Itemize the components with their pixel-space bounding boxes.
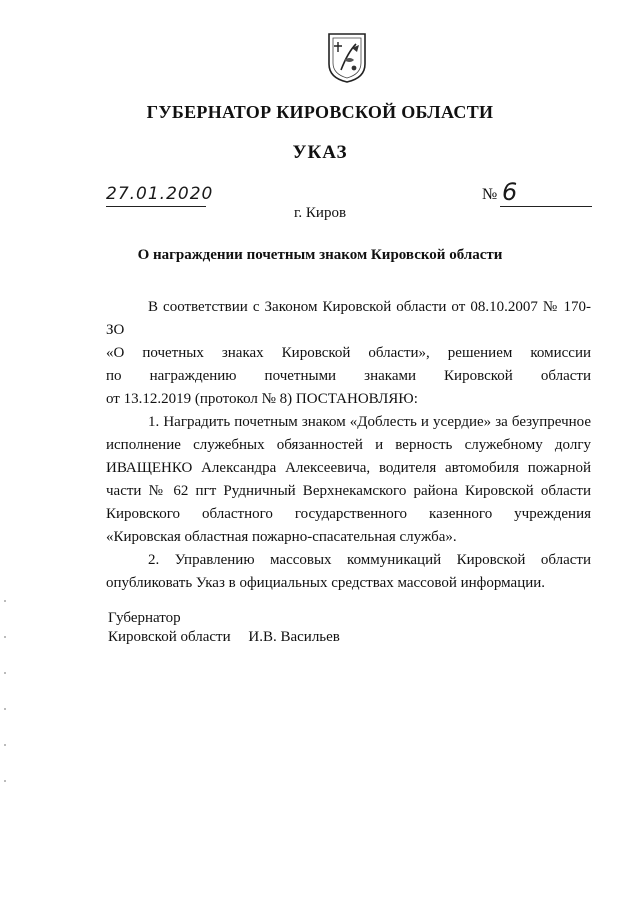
decree-subject: О награждении почетным знаком Кировской области xyxy=(137,247,503,263)
decree-body xyxy=(106,296,591,595)
city: г. Киров xyxy=(293,205,347,221)
preamble-line-4: от 13.12.2019 (протокол № 8) ПОСТАНОВЛЯЮ: xyxy=(106,391,418,407)
signatory-title-line-2: Кировской области xyxy=(108,629,231,645)
scan-margin-marks xyxy=(4,600,8,850)
number-label: № xyxy=(482,186,498,203)
decree-item-2: 2. Управлению массовых коммуникаций Кировской области опубликовать Указ в официальных средствах массовой информации. xyxy=(106,552,591,591)
preamble-line-2: «О почетных знаках Кировской области», решением комиссии xyxy=(106,345,591,361)
signature-block xyxy=(108,609,340,647)
decree-number: 6 xyxy=(502,178,518,206)
decree-item-1: 1. Наградить почетным знаком «Доблесть и усердие» за безупречное исполнение служебных обязанностей и верность служебному долгу ИВАЩЕНКО Александра Алексеевича, водителя автомобиля пожарной части № 62 пгт Рудничный Верхнекамского района Кировской области Кировского областного государственного казенного учреждения «Кировская областная пожарно-спасательная служба». xyxy=(106,414,591,545)
coat-of-arms-icon xyxy=(326,30,368,84)
document-type: УКАЗ xyxy=(292,142,348,163)
preamble-line-1: В соответствии с Законом Кировской области от 08.10.2007 № 170-ЗО xyxy=(106,299,591,338)
signatory-title-line-1: Губернатор xyxy=(108,610,181,626)
preamble-line-3: по награждению почетными знаками Кировской области xyxy=(106,368,591,384)
issuing-authority: ГУБЕРНАТОР КИРОВСКОЙ ОБЛАСТИ xyxy=(146,102,494,122)
decree-date: 27.01.2020 xyxy=(106,184,214,204)
signatory-name: И.В. Васильев xyxy=(248,629,340,645)
